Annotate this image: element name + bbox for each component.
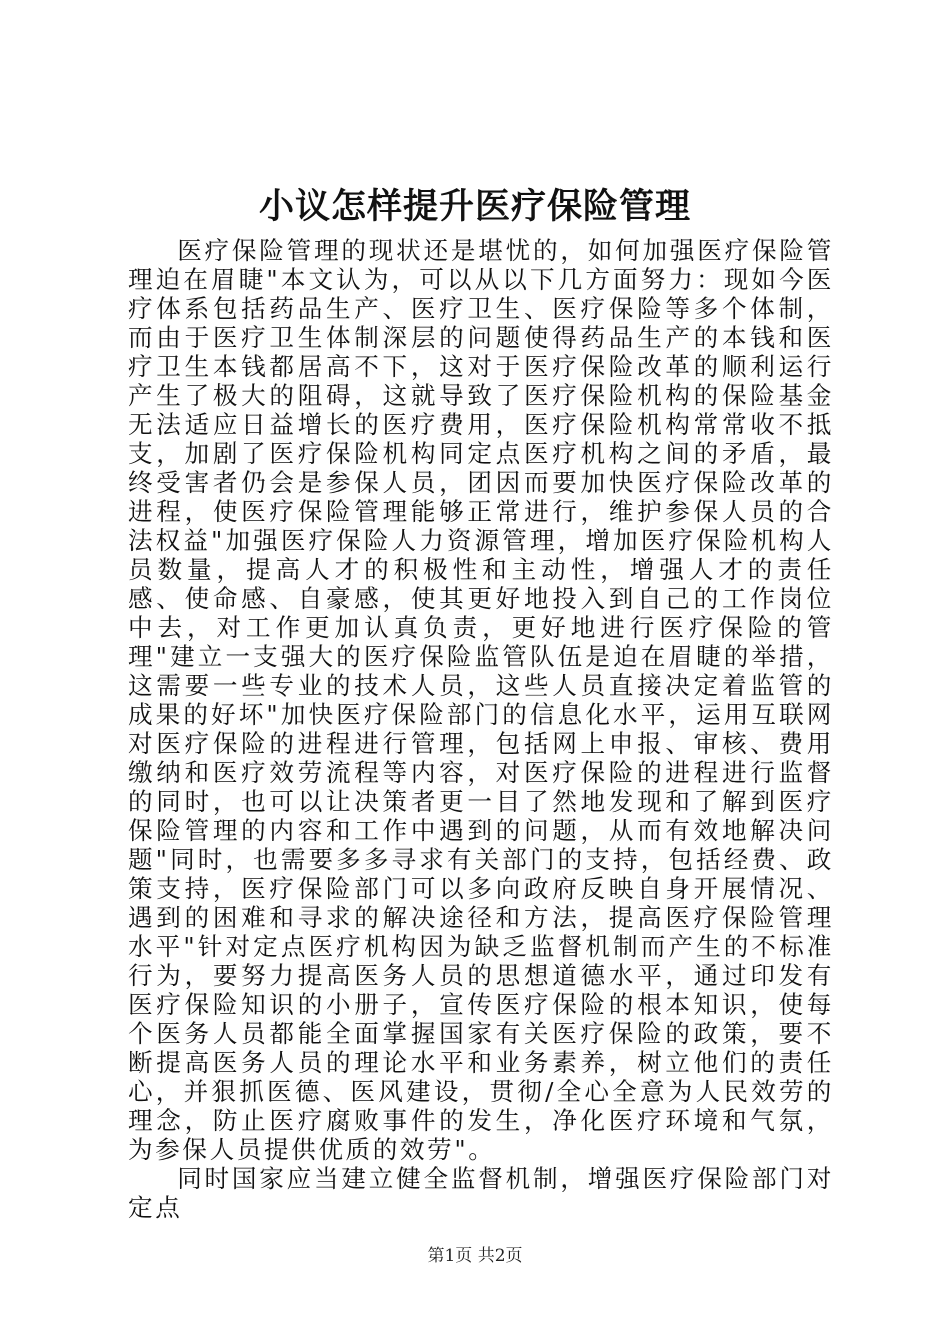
paragraph-2: 同时国家应当建立健全监督机制，增强医疗保险部门对定点 (128, 1164, 834, 1222)
paragraph-1: 医疗保险管理的现状还是堪忧的，如何加强医疗保险管理迫在眉睫"本文认为，可以从以下几方面努力：现如今医疗体系包括药品生产、医疗卫生、医疗保险等多个体制，而由于医疗卫生体制深层的问题使得药品生产的本钱和医疗卫生本钱都居高不下，这对于医疗保险改革的顺利运行产生了极大的阻碍，这就导致了医疗保险机构的保险基金无法适应日益增长的医疗费用，医疗保险机构常常收不抵支，加剧了医疗保险机构同定点医疗机构之间的矛盾，最终受害者仍会是参保人员，团因而要加快医疗保险改革的进程，使医疗保险管理能够正常进行，维护参保人员的合法权益"加强医疗保险人力资源管理，增加医疗保险机构人员数量，提高人才的积极性和主动性，增强人才的责任感、使命感、自豪感，使其更好地投入到自己的工作岗位中去，对工作更加认真负责，更好地进行医疗保险的管理"建立一支强大的医疗保险监管队伍是迫在眉睫的举措，这需要一些专业的技术人员，这些人员直接决定着监管的成果的好坏"加快医疗保险部门的信息化水平，运用互联网对医疗保险的进程进行管理，包括网上申报、审核、费用缴纳和医疗效劳流程等内容，对医疗保险的进程进行监督的同时，也可以让决策者更一目了然地发现和了解到医疗保险管理的内容和工作中遇到的问题，从而有效地解决问题"同时，也需要多多寻求有关部门的支持，包括经费、政策支持，医疗保险部门可以多向政府反映自身开展情况、遇到的困难和寻求的解决途径和方法，提高医疗保险管理水平"针对定点医疗机构因为缺乏监督机制而产生的不标准行为，要努力提高医务人员的思想道德水平，通过印发有医疗保险知识的小册子，宣传医疗保险的根本知识，使每个医务人员都能全面掌握国家有关医疗保险的政策，要不断提高医务人员的理论水平和业务素养，树立他们的责任心，并狠抓医德、医风建设，贯彻/全心全意为人民效劳的理念，防止医疗腐败事件的发生，净化医疗环境和气氛，为参保人员提供优质的效劳"。 (128, 236, 834, 1164)
page-number-footer: 第1页 共2页 (427, 1246, 523, 1266)
document-title: 小议怎样提升医疗保险管理 (258, 186, 691, 227)
document-body (128, 236, 834, 1222)
